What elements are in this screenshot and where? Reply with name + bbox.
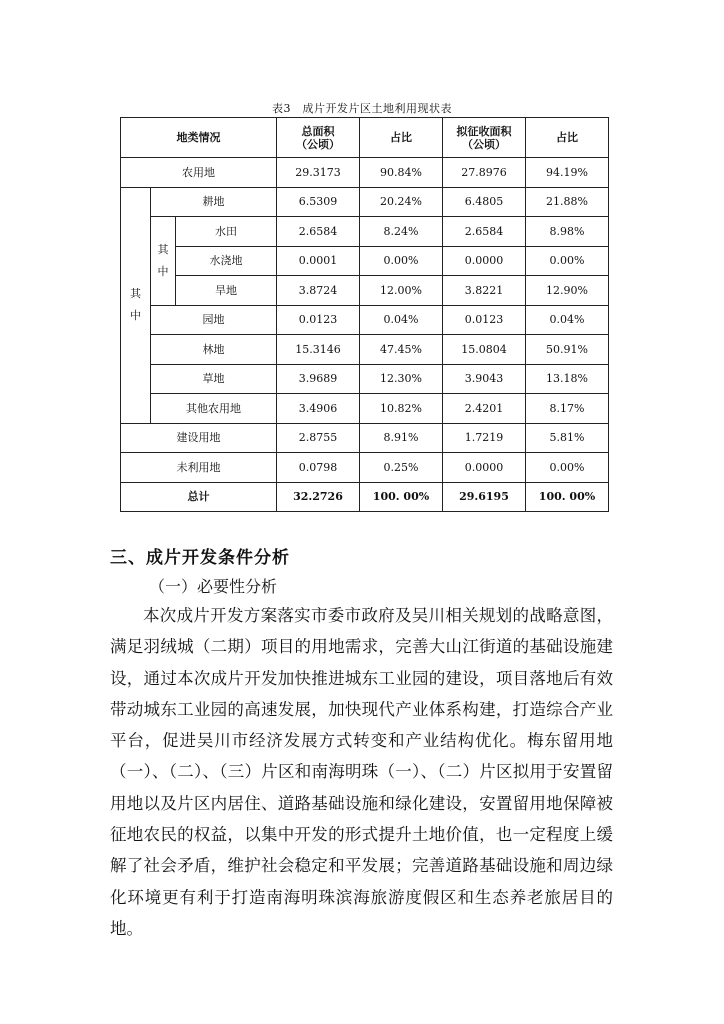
table-caption: 表3 成片开发片区土地利用现状表 — [272, 102, 452, 115]
cell-pct: 12.30% — [360, 364, 443, 394]
table-row — [121, 423, 609, 453]
cell-expro: 6.4805 — [443, 187, 526, 217]
table-header-row — [121, 118, 609, 158]
table-row — [121, 246, 609, 276]
cell-pct: 8.91% — [360, 423, 443, 453]
cell-pct: 0.00% — [360, 246, 443, 276]
cell-expro-pct: 12.90% — [526, 276, 609, 306]
row-label: 农用地 — [121, 158, 277, 188]
cell-pct: 0.25% — [360, 453, 443, 483]
cell-expro-pct: 100. 00% — [526, 482, 609, 512]
cell-pct: 47.45% — [360, 335, 443, 365]
cell-expro: 3.8221 — [443, 276, 526, 306]
cell-area: 29.3173 — [277, 158, 360, 188]
cell-area: 3.4906 — [277, 394, 360, 424]
cell-pct: 10.82% — [360, 394, 443, 424]
cell-expro-pct: 13.18% — [526, 364, 609, 394]
header-expropriation-area: 拟征收面积 （公顷） — [443, 118, 526, 158]
cell-expro: 0.0123 — [443, 305, 526, 335]
header-ratio: 占比 — [360, 118, 443, 158]
cell-expro-pct: 8.17% — [526, 394, 609, 424]
group-label-inner: 其 中 — [151, 217, 176, 306]
table-row — [121, 364, 609, 394]
cell-expro: 0.0000 — [443, 246, 526, 276]
group-label-outer: 其 中 — [121, 187, 151, 423]
cell-pct: 8.24% — [360, 217, 443, 247]
header-total-area: 总面积 （公顷） — [277, 118, 360, 158]
row-label: 草地 — [151, 364, 277, 394]
cell-area: 32.2726 — [277, 482, 360, 512]
cell-area: 2.6584 — [277, 217, 360, 247]
cell-area: 15.3146 — [277, 335, 360, 365]
row-label: 其他农用地 — [151, 394, 277, 424]
row-label: 水田 — [176, 217, 277, 247]
cell-expro-pct: 0.00% — [526, 246, 609, 276]
cell-area: 0.0798 — [277, 453, 360, 483]
cell-pct: 20.24% — [360, 187, 443, 217]
table-row — [121, 453, 609, 483]
row-label: 水浇地 — [176, 246, 277, 276]
paragraph: 本次成片开发方案落实市委市政府及吴川相关规划的战略意图，满足羽绒城（二期）项目的用地需求，完善大山江街道的基础设施建设，通过本次成片开发加快推进城东工业园的建设，项目落地后有效带动城东工业园的高速发展，加快现代产业体系构建，打造综合产业平台，促进吴川市经济发展方式转变和产业结构优化。梅东留用地（一）、（二）、（三）片区和南海明珠（一）、（二）片区拟用于安置留用地以及片区内居住、道路基础设施和绿化建设，安置留用地保障被征地农民的权益，以集中开发的形式提升土地价值，也一定程度上缓解了社会矛盾，维护社会稳定和平发展；完善道路基础设施和周边绿化环境更有利于打造南海明珠滨海旅游度假区和生态养老旅居目的地。 — [110, 606, 613, 938]
row-label: 旱地 — [176, 276, 277, 306]
cell-expro-pct: 0.00% — [526, 453, 609, 483]
body-text — [110, 600, 613, 944]
cell-expro: 2.4201 — [443, 394, 526, 424]
table-row — [121, 217, 609, 247]
cell-expro: 2.6584 — [443, 217, 526, 247]
header-category: 地类情况 — [121, 118, 277, 158]
cell-pct: 100. 00% — [360, 482, 443, 512]
table-row — [121, 394, 609, 424]
cell-area: 6.5309 — [277, 187, 360, 217]
cell-expro-pct: 0.04% — [526, 305, 609, 335]
table-row — [121, 335, 609, 365]
cell-expro: 15.0804 — [443, 335, 526, 365]
row-label: 耕地 — [151, 187, 277, 217]
row-label: 未利用地 — [121, 453, 277, 483]
cell-area: 3.9689 — [277, 364, 360, 394]
cell-area: 0.0001 — [277, 246, 360, 276]
cell-area: 3.8724 — [277, 276, 360, 306]
cell-area: 2.8755 — [277, 423, 360, 453]
header-expropriation-ratio: 占比 — [526, 118, 609, 158]
cell-expro: 0.0000 — [443, 453, 526, 483]
cell-expro: 1.7219 — [443, 423, 526, 453]
cell-pct: 12.00% — [360, 276, 443, 306]
cell-expro-pct: 94.19% — [526, 158, 609, 188]
section-heading: 三、成片开发条件分析 — [110, 548, 290, 568]
cell-expro-pct: 21.88% — [526, 187, 609, 217]
cell-expro-pct: 8.98% — [526, 217, 609, 247]
row-label: 建设用地 — [121, 423, 277, 453]
cell-expro-pct: 50.91% — [526, 335, 609, 365]
table-row — [121, 276, 609, 306]
table-row — [121, 187, 609, 217]
row-label: 林地 — [151, 335, 277, 365]
table-row — [121, 305, 609, 335]
cell-expro: 3.9043 — [443, 364, 526, 394]
table-total-row — [121, 482, 609, 512]
subsection-heading: （一）必要性分析 — [149, 577, 278, 596]
cell-area: 0.0123 — [277, 305, 360, 335]
cell-expro-pct: 5.81% — [526, 423, 609, 453]
cell-expro: 29.6195 — [443, 482, 526, 512]
land-use-table — [120, 117, 609, 512]
cell-expro: 27.8976 — [443, 158, 526, 188]
row-label: 总计 — [121, 482, 277, 512]
cell-pct: 0.04% — [360, 305, 443, 335]
cell-pct: 90.84% — [360, 158, 443, 188]
row-label: 园地 — [151, 305, 277, 335]
table-row — [121, 158, 609, 188]
